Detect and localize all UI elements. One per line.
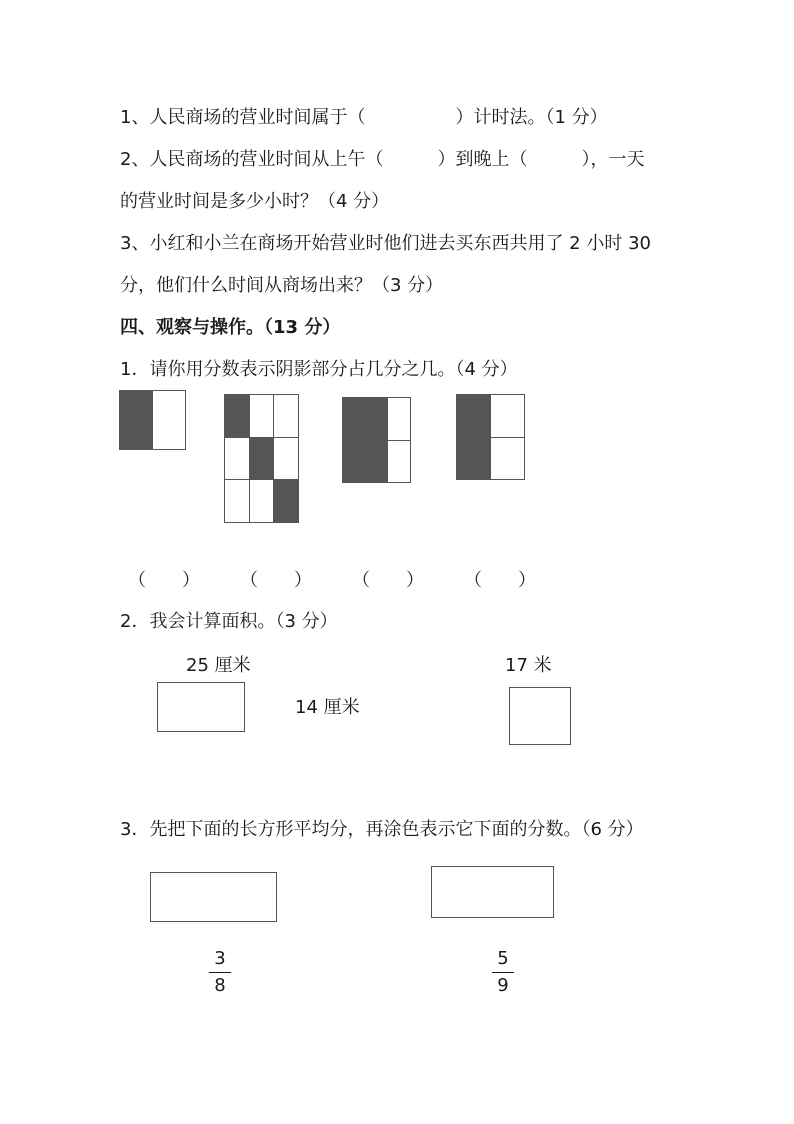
fraction-2-bar	[492, 972, 514, 973]
question-2-line-2: 的营业时间是多少小时？（4 分）	[120, 191, 390, 212]
grid-cell	[490, 437, 525, 480]
fraction-3-8	[205, 948, 235, 997]
fraction-1-denominator: 8	[214, 975, 226, 996]
answer-blank-1[interactable]: （ ）	[128, 570, 200, 591]
area-square-2	[509, 687, 571, 745]
item-3-label: 3．先把下面的长方形平均分，再涂色表示它下面的分数。（6 分）	[120, 819, 644, 840]
rect-1-width-label: 25 厘米	[186, 655, 251, 676]
grid-cell	[224, 437, 250, 480]
grid-cell	[224, 479, 250, 523]
area-rectangle-1	[157, 682, 245, 732]
grid-cell	[365, 440, 388, 483]
answer-blank-3[interactable]: （ ）	[352, 570, 424, 591]
fraction-5-9	[488, 948, 518, 997]
question-2-line-1: 2、人民商场的营业时间从上午（ ）到晚上（ ），一天	[120, 149, 645, 170]
grid-cell	[342, 440, 366, 483]
fraction-figure-4	[456, 394, 524, 479]
grid-cell	[365, 397, 388, 441]
grid-cell	[119, 390, 153, 450]
question-3-line-1: 3、小红和小兰在商场开始营业时他们进去买东西共用了 2 小时 30	[120, 233, 651, 254]
divide-rectangle-2[interactable]	[431, 866, 554, 918]
grid-cell	[273, 437, 299, 480]
fraction-figure-3	[342, 397, 410, 482]
fraction-figure-2	[224, 394, 298, 522]
grid-cell	[224, 394, 250, 438]
item-2-label: 2．我会计算面积。（3 分）	[120, 611, 338, 632]
grid-cell	[456, 394, 491, 438]
question-1: 1、人民商场的营业时间属于（ ）计时法。（1 分）	[120, 107, 608, 128]
fraction-1-numerator: 3	[214, 948, 226, 969]
answer-blank-4[interactable]: （ ）	[464, 570, 536, 591]
divide-rectangle-1[interactable]	[150, 872, 277, 922]
grid-cell	[490, 394, 525, 438]
fraction-2-numerator: 5	[497, 948, 509, 969]
grid-cell	[152, 390, 186, 450]
grid-cell	[249, 394, 274, 438]
grid-cell	[456, 437, 491, 480]
grid-cell	[249, 437, 274, 480]
fraction-figure-1	[119, 390, 185, 449]
rect-2-width-label: 17 米	[505, 655, 552, 676]
grid-cell	[249, 479, 274, 523]
grid-cell	[342, 397, 366, 441]
grid-cell	[273, 394, 299, 438]
fraction-1-bar	[209, 972, 231, 973]
answer-blank-2[interactable]: （ ）	[240, 570, 312, 591]
question-3-line-2: 分，他们什么时间从商场出来？（3 分）	[120, 275, 444, 296]
grid-cell	[387, 440, 411, 483]
fraction-2-denominator: 9	[497, 975, 509, 996]
grid-cell	[273, 479, 299, 523]
section-4-title: 四、观察与操作。（13 分）	[120, 317, 341, 338]
grid-cell	[387, 397, 411, 441]
rect-1-height-label: 14 厘米	[295, 697, 360, 718]
item-1-label: 1．请你用分数表示阴影部分占几分之几。（4 分）	[120, 359, 518, 380]
